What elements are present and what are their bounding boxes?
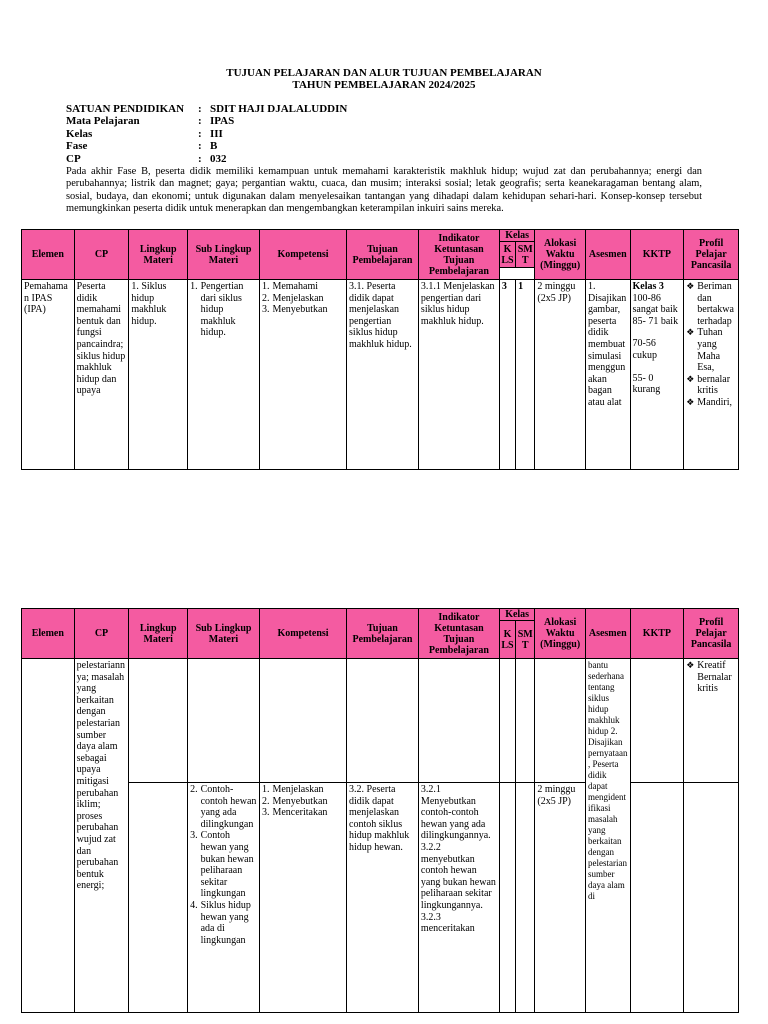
header-kompetensi: Kompetensi [259, 230, 346, 280]
header-smt: SMT [516, 242, 535, 268]
header-profil-pancasila: Profil Pelajar Pancasila [684, 609, 739, 659]
diamond-bullet-icon: ❖ [686, 660, 695, 670]
header-tujuan-pembelajaran: Tujuan Pembelajaran [347, 230, 419, 280]
list-text: bernalar kritis [697, 373, 731, 397]
cell-profil-pancasila [684, 659, 739, 783]
meta-colon: : [198, 103, 202, 115]
list-text: Beriman dan bertakwa terhadap [697, 281, 734, 327]
table-row [22, 280, 739, 470]
cell-cp: Peserta didik memahami bentuk dan fungsi pancaindra; siklus hidup makhluk hidup dan upaya [74, 280, 129, 470]
cell-kls [499, 659, 515, 783]
list-item [686, 374, 736, 397]
list-item [190, 830, 257, 900]
header-kls: KLS [499, 621, 515, 659]
header-elemen: Elemen [22, 609, 75, 659]
table-row [22, 659, 739, 783]
meta-value: B [210, 140, 218, 153]
header-alokasi-waktu: Alokasi Waktu (Minggu) [535, 609, 586, 659]
list-text: Menjelaskan [272, 292, 324, 304]
cell-indikator: 3.1.1 Menjelaskan pengertian dari siklus hidup makhluk hidup. [418, 280, 499, 470]
cell-alokasi-waktu [535, 659, 586, 783]
list-item [686, 281, 736, 327]
list-number: 1. [261, 281, 270, 292]
cell-kompetensi [259, 659, 346, 783]
list-text: Kreatif Bernalar kritis [697, 660, 732, 695]
cell-lingkup-materi [129, 659, 188, 783]
cell-lingkup-materi [129, 783, 188, 1013]
header-cp: CP [74, 230, 129, 280]
meta-label: Mata Pelajaran [66, 115, 140, 128]
header-sub-lingkup-materi: Sub Lingkup Materi [188, 609, 260, 659]
kktp-range: 85- 71 baik [632, 315, 679, 327]
list-text: Mandiri, [697, 396, 732, 408]
header-kls: KLS [501, 243, 514, 266]
cell-tujuan-pembelajaran [347, 659, 419, 783]
meta-row [66, 115, 347, 127]
meta-colon: : [198, 127, 202, 140]
list-text: Menyebutkan [272, 304, 328, 316]
meta-row [66, 153, 347, 165]
header-tujuan-pembelajaran: Tujuan Pembelajaran [347, 609, 419, 659]
meta-value: 032 [210, 152, 227, 165]
cell-elemen [22, 659, 75, 1013]
learning-table-2 [21, 608, 739, 1013]
diamond-bullet-icon: ❖ [686, 396, 695, 407]
header-kelas: Kelas [499, 609, 534, 621]
list-text: Memahami [272, 281, 318, 292]
list-number: 1. [190, 281, 198, 292]
list-item [262, 784, 344, 796]
cell-tujuan-pembelajaran: 3.2. Peserta didik dapat menjelaskan contoh siklus hidup makhluk hidup hewan. [347, 783, 419, 1013]
list-item [686, 397, 736, 409]
list-item [262, 304, 344, 316]
header-lingkup-materi: Lingkup Materi [129, 230, 188, 280]
cell-sub-lingkup-materi [188, 783, 260, 1013]
list-item [686, 327, 736, 373]
header-kompetensi: Kompetensi [259, 609, 346, 659]
cell-profil-pancasila [684, 280, 739, 470]
kktp-range: 55- 0 kurang [632, 372, 661, 396]
meta-row [66, 140, 347, 152]
cell-sub-lingkup-materi [188, 280, 260, 470]
header-kktp: KKTP [630, 609, 684, 659]
list-text: Pengertian dari siklus hidup makhluk hidup. [200, 281, 244, 339]
meta-colon: : [198, 152, 202, 165]
document-subtitle: TAHUN PEMBELAJARAN 2024/2025 [292, 79, 476, 91]
cell-indikator [418, 659, 499, 783]
list-item [262, 293, 344, 305]
document-meta [66, 103, 347, 165]
list-number: 2. [190, 784, 198, 795]
header-alokasi-waktu: Alokasi Waktu (Minggu) [535, 230, 586, 280]
document-title: TUJUAN PELAJARAN DAN ALUR TUJUAN PEMBELAJARAN [226, 67, 542, 79]
list-item [686, 660, 736, 695]
meta-value: III [210, 127, 223, 140]
header-indikator: Indikator Ketuntasan Tujuan Pembelajaran [418, 230, 499, 280]
list-text: Contoh-contoh hewan yang ada dilingkungan [200, 784, 257, 830]
meta-row [66, 103, 347, 115]
meta-label: Fase [66, 140, 88, 153]
meta-value: SDIT HAJI DJALALUDDIN [210, 103, 348, 115]
list-number: 4. [190, 899, 198, 911]
meta-value: IPAS [210, 115, 235, 128]
cell-lingkup-materi: 1. Siklus hidup makhluk hidup. [129, 280, 188, 470]
meta-colon: : [198, 140, 202, 153]
list-item [262, 807, 344, 819]
list-number: 3. [261, 807, 270, 819]
cell-profil-pancasila [684, 783, 739, 1013]
cell-smt: 1 [516, 280, 535, 470]
intro-paragraph: Pada akhir Fase B, peserta didik memiliki kemampuan untuk memahami karakteristik makhluk hidup; wujud zat dan perubahannya; energi dan perubahannya; listrik dan magnet; gaya; pergantian waktu, cuaca, dan musim; interaksi sosial; letak geografis; serta keanekaragaman bentang alam, sosial, budaya, dan ekonomi; untuk digunakan dalam menyelesaikan tantangan yang dihadapi dalam kehidupan sehari-hari. Konsep-konsep tersebut memungkinkan peserta didik untuk menerapkan dan mengembangkan keterampilan inkuiri sains mereka. [66, 166, 702, 214]
header-kktp: KKTP [630, 230, 684, 280]
diamond-bullet-icon: ❖ [686, 327, 695, 338]
cell-alokasi-waktu: 2 minggu (2x5 JP) [535, 280, 586, 470]
table-row [22, 783, 739, 1013]
list-number: 3. [190, 830, 198, 842]
header-profil-pancasila: Profil Pelajar Pancasila [684, 230, 739, 280]
header-elemen: Elemen [22, 230, 75, 280]
header-indikator: Indikator Ketuntasan Tujuan Pembelajaran [418, 609, 499, 659]
header-lingkup-materi: Lingkup Materi [129, 609, 188, 659]
meta-row [66, 128, 347, 140]
list-item [190, 784, 257, 830]
list-text: Tuhan yang Maha Esa, [697, 327, 723, 374]
learning-table-1 [21, 229, 739, 470]
cell-kktp [630, 280, 684, 470]
cell-kktp [630, 659, 684, 783]
cell-cp: pelestariannya; masalah yang berkaitan dengan pelestarian sumber daya alam sebagai upaya mitigasi perubahan iklim; proses perubahan wujud zat dan perubahan bentuk energi; [74, 659, 129, 1013]
list-text: Menyebutkan [272, 795, 328, 807]
diamond-bullet-icon: ❖ [686, 281, 695, 291]
list-number: 2. [261, 292, 270, 304]
meta-label: CP [66, 152, 81, 165]
header-sub-lingkup-materi: Sub Lingkup Materi [188, 230, 260, 280]
cell-alokasi-waktu: 2 minggu (2x5 JP) [535, 783, 586, 1013]
cell-asesmen: 1. Disajikan gambar, peserta didik membuat simulasi menggunakan bagan atau alat [585, 280, 630, 470]
meta-label: SATUAN PENDIDIKAN [66, 103, 185, 115]
meta-label: Kelas [66, 127, 93, 140]
list-text: Menjelaskan [272, 784, 324, 795]
meta-colon: : [198, 115, 202, 128]
cell-kktp [630, 783, 684, 1013]
header-smt: SMT [516, 621, 535, 659]
list-number: 1. [261, 784, 270, 795]
cell-kls: 3 [499, 280, 515, 470]
list-text: Siklus hidup hewan yang ada di lingkungan [200, 899, 251, 946]
cell-elemen: Pemahaman IPAS (IPA) [22, 280, 75, 470]
cell-smt [516, 783, 535, 1013]
diamond-bullet-icon: ❖ [686, 373, 695, 384]
list-text: Menceritakan [272, 807, 328, 819]
header-asesmen: Asesmen [585, 230, 630, 280]
kktp-heading: Kelas 3 [632, 281, 664, 292]
cell-sub-lingkup-materi [188, 659, 260, 783]
cell-kls [499, 783, 515, 1013]
list-number: 3. [261, 304, 270, 316]
list-item [262, 281, 344, 293]
list-item [190, 281, 257, 339]
kktp-range: 100-86 sangat baik [632, 292, 678, 316]
list-text: Contoh hewan yang bukan hewan peliharaan sekitar lingkungan [200, 830, 254, 900]
cell-indikator: 3.2.1 Menyebutkan contoh-contoh hewan yang ada dilingkungannya. 3.2.2 menyebutkan contoh hewan yang bukan hewan peliharaan sekitar lingkungannya. 3.2.3 menceritakan [418, 783, 499, 1013]
header-cp: CP [74, 609, 129, 659]
cell-tujuan-pembelajaran: 3.1. Peserta didik dapat menjelaskan pengertian siklus hidup makhluk hidup. [347, 280, 419, 470]
header-asesmen: Asesmen [585, 609, 630, 659]
list-item [190, 900, 257, 946]
kktp-range: 70-56 cukup [632, 338, 657, 361]
cell-smt [516, 659, 535, 783]
list-number: 2. [261, 795, 270, 807]
cell-kompetensi [259, 280, 346, 470]
list-item [262, 796, 344, 808]
cell-kompetensi [259, 783, 346, 1013]
header-kelas: Kelas [499, 230, 534, 242]
cell-asesmen: bantu sederhana tentang siklus hidup makhluk hidup 2. Disajikan pernyataan, Peserta didik dapat mengidentifikasi masalah yang berkaitan dengan pelestarian sumber daya alam di [585, 659, 630, 1013]
